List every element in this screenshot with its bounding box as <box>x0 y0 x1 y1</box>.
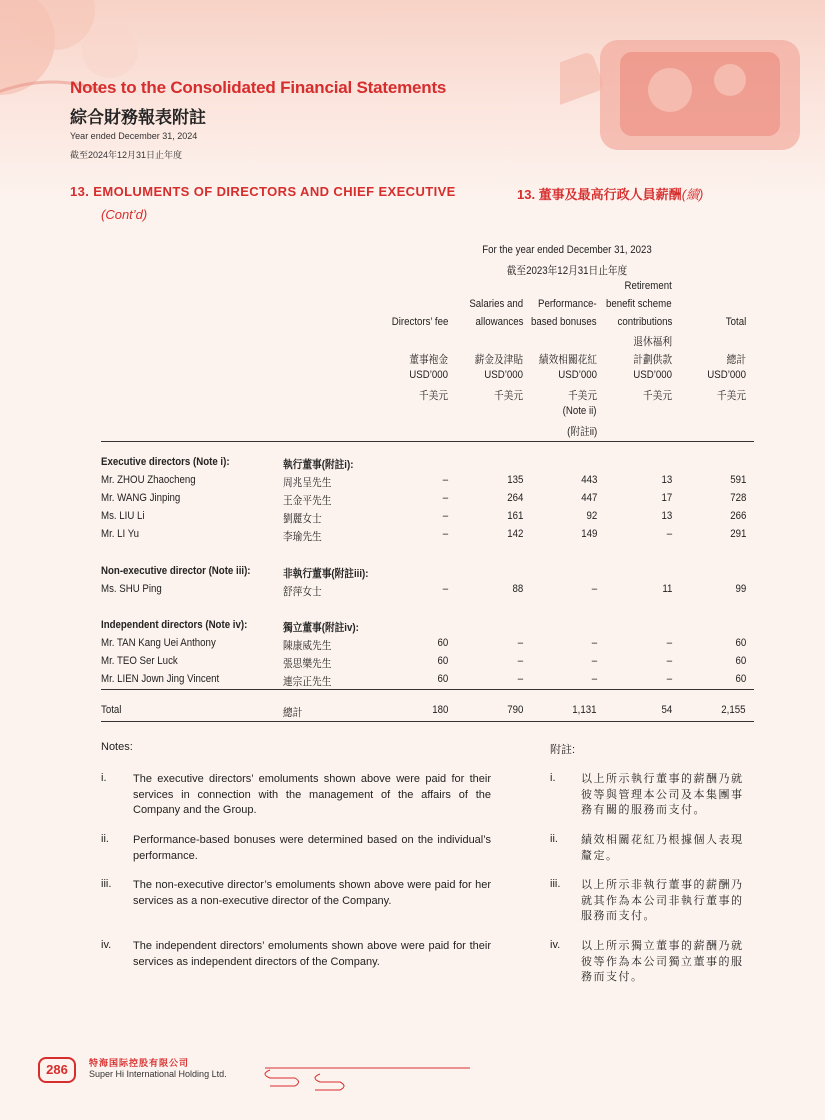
column-header-cn: 董事袍金 <box>409 354 448 366</box>
notes-heading: Notes: <box>101 741 133 753</box>
note-text: The independent directors’ emoluments shown above were paid for their services as independent directors of the Company. <box>133 940 491 968</box>
note-number-cn: iv. <box>550 939 561 951</box>
total-divider-top <box>101 689 754 690</box>
table-cell: – <box>517 655 523 667</box>
total-cell: 54 <box>661 704 672 716</box>
table-cell: 443 <box>580 474 597 486</box>
column-header: Total <box>725 316 746 328</box>
director-name-cn: 連宗正先生 <box>283 676 332 688</box>
table-cell: – <box>591 673 597 685</box>
column-header: Directors’ fee <box>391 316 448 328</box>
note-text: The non-executive director’s emoluments shown above were paid for her services as a non-executive director of the Company. <box>133 879 491 907</box>
company-name-cn: 特海国际控股有限公司 <box>89 1058 190 1068</box>
column-header: Salaries and <box>469 298 523 310</box>
column-unit-cn: 千美元 <box>493 390 523 402</box>
column-header: contributions <box>617 316 672 328</box>
table-cell: 135 <box>506 474 523 486</box>
table-cell: – <box>666 528 672 540</box>
table-cell: 149 <box>580 528 597 540</box>
fiscal-year: Year ended December 31, 2024 <box>70 131 198 141</box>
director-name-cn: 王金平先生 <box>283 495 332 507</box>
total-cell: 790 <box>506 704 523 716</box>
section-title: 13. EMOLUMENTS OF DIRECTORS AND CHIEF EXECUTIVE <box>70 184 456 199</box>
total-cell: 2,155 <box>721 704 746 716</box>
table-cell: 17 <box>661 492 672 504</box>
decorative-hotpot-icon <box>560 20 820 170</box>
table-cell: 264 <box>506 492 523 504</box>
table-cell: – <box>442 583 448 595</box>
note-number-cn: i. <box>550 772 556 784</box>
table-cell: – <box>591 583 597 595</box>
table-cell: 60 <box>735 655 746 667</box>
director-name-cn: 周兆呈先生 <box>283 477 332 489</box>
note-number-cn: iii. <box>550 878 561 890</box>
note-text: The executive directors’ emoluments shown above were paid for their services in connection with the management of the affairs of the Company and the Group. <box>133 773 491 816</box>
notes-heading-cn: 附註: <box>550 744 576 756</box>
column-note-cn: (附註ii) <box>566 426 597 438</box>
note-text: Performance-based bonuses were determined based on the individual’s performance. <box>133 834 491 862</box>
director-name: Mr. WANG Jinping <box>101 492 181 504</box>
director-name: Mr. ZHOU Zhaocheng <box>101 474 196 486</box>
director-name: Mr. LI Yu <box>101 528 140 540</box>
total-cell: 1,131 <box>572 704 597 716</box>
note-number: i. <box>101 772 107 784</box>
column-unit: USD’000 <box>484 369 523 381</box>
column-header-cn: 計劃供款 <box>633 354 672 366</box>
director-name-cn: 張思樂先生 <box>283 658 332 670</box>
table-cell: 88 <box>512 583 523 595</box>
column-header: Performance- <box>538 298 597 310</box>
note-number: iii. <box>101 878 112 890</box>
table-cell: 266 <box>729 510 746 522</box>
header-divider <box>101 441 754 442</box>
column-header-cn: 總計 <box>726 354 746 366</box>
note-text-cn: 績效相關花紅乃根據個人表現釐定。 <box>581 834 744 862</box>
page-title: Notes to the Consolidated Financial Statements <box>70 78 447 97</box>
group-label-cn: 非執行董事(附註iii): <box>283 568 369 580</box>
table-cell: – <box>591 637 597 649</box>
column-header: Retirement <box>624 280 672 292</box>
table-cell: – <box>666 673 672 685</box>
table-cell: 99 <box>735 583 746 595</box>
note-number: ii. <box>101 833 109 845</box>
table-cell: – <box>442 510 448 522</box>
group-label-cn: 執行董事(附註i): <box>283 459 354 471</box>
table-cell: – <box>666 637 672 649</box>
group-label-cn: 獨立董事(附註iv): <box>283 622 359 634</box>
column-unit-cn: 千美元 <box>716 390 746 402</box>
table-cell: 13 <box>661 510 672 522</box>
table-cell: 11 <box>661 583 672 595</box>
table-cell: – <box>591 655 597 667</box>
table-cell: 60 <box>735 637 746 649</box>
company-name: Super Hi International Holding Ltd. <box>89 1069 227 1079</box>
table-cell: 161 <box>506 510 523 522</box>
column-unit: USD’000 <box>558 369 597 381</box>
director-name: Ms. SHU Ping <box>101 583 162 595</box>
total-cell: 180 <box>431 704 448 716</box>
table-cell: 142 <box>506 528 523 540</box>
column-unit-cn: 千美元 <box>567 390 597 402</box>
table-cell: – <box>442 492 448 504</box>
column-header: based bonuses <box>531 316 597 328</box>
table-cell: – <box>442 474 448 486</box>
total-label: Total <box>101 704 122 716</box>
director-name: Mr. TEO Ser Luck <box>101 655 178 667</box>
column-header-cn: 薪金及津貼 <box>474 354 523 366</box>
column-header: benefit scheme <box>606 298 672 310</box>
director-name-cn: 李瑜先生 <box>283 531 322 543</box>
director-name: Ms. LIU Li <box>101 510 145 522</box>
column-note: (Note ii) <box>563 405 597 417</box>
director-name-cn: 陳康威先生 <box>283 640 332 652</box>
director-name: Mr. TAN Kang Uei Anthony <box>101 637 216 649</box>
director-name-cn: 劉麗女士 <box>283 513 322 525</box>
column-unit: USD’000 <box>707 369 746 381</box>
group-label: Non-executive director (Note iii): <box>101 565 251 577</box>
total-divider-bottom <box>101 721 754 722</box>
table-cell: 92 <box>586 510 597 522</box>
table-cell: – <box>666 655 672 667</box>
table-cell: 728 <box>729 492 746 504</box>
table-cell: 60 <box>437 655 448 667</box>
group-label: Executive directors (Note i): <box>101 456 230 468</box>
note-text-cn: 以上所示獨立董事的薪酬乃就彼等作為本公司獨立董事的服務而支付。 <box>581 940 744 983</box>
table-cell: – <box>442 528 448 540</box>
note-text-cn: 以上所示非執行董事的薪酬乃就其作為本公司非執行董事的服務而支付。 <box>581 879 744 922</box>
director-name-cn: 舒萍女士 <box>283 586 322 598</box>
column-unit-cn: 千美元 <box>642 390 672 402</box>
table-cell: 60 <box>437 637 448 649</box>
table-cell: 13 <box>661 474 672 486</box>
column-header-cn: 績效相關花紅 <box>538 354 597 366</box>
group-label: Independent directors (Note iv): <box>101 619 248 631</box>
page-number: 286 <box>38 1057 76 1083</box>
table-cell: – <box>517 637 523 649</box>
page-title-cn: 綜合財務報表附註 <box>70 108 206 127</box>
section-title-cn: 13. 董事及最高行政人員薪酬(續) <box>517 187 704 202</box>
table-cell: 60 <box>437 673 448 685</box>
column-unit: USD’000 <box>633 369 672 381</box>
fiscal-year-cn: 截至2024年12月31日止年度 <box>70 150 183 160</box>
column-header-cn: 退休福利 <box>633 336 672 348</box>
decorative-wave-icon <box>240 1060 480 1100</box>
column-unit-cn: 千美元 <box>418 390 448 402</box>
period-label: For the year ended December 31, 2023 <box>482 244 652 256</box>
column-header: allowances <box>475 316 523 328</box>
director-name: Mr. LIEN Jown Jing Vincent <box>101 673 220 685</box>
column-unit: USD’000 <box>409 369 448 381</box>
note-text-cn: 以上所示執行董事的薪酬乃就彼等與管理本公司及本集團事務有關的服務而支付。 <box>581 773 744 816</box>
period-label-cn: 截至2023年12月31日止年度 <box>506 265 628 277</box>
table-cell: 291 <box>729 528 746 540</box>
table-cell: – <box>517 673 523 685</box>
section-continued: (Cont’d) <box>101 207 148 222</box>
note-number: iv. <box>101 939 112 951</box>
total-label-cn: 總計 <box>283 707 303 719</box>
table-cell: 591 <box>729 474 746 486</box>
note-number-cn: ii. <box>550 833 558 845</box>
table-cell: 447 <box>580 492 597 504</box>
table-cell: 60 <box>735 673 746 685</box>
